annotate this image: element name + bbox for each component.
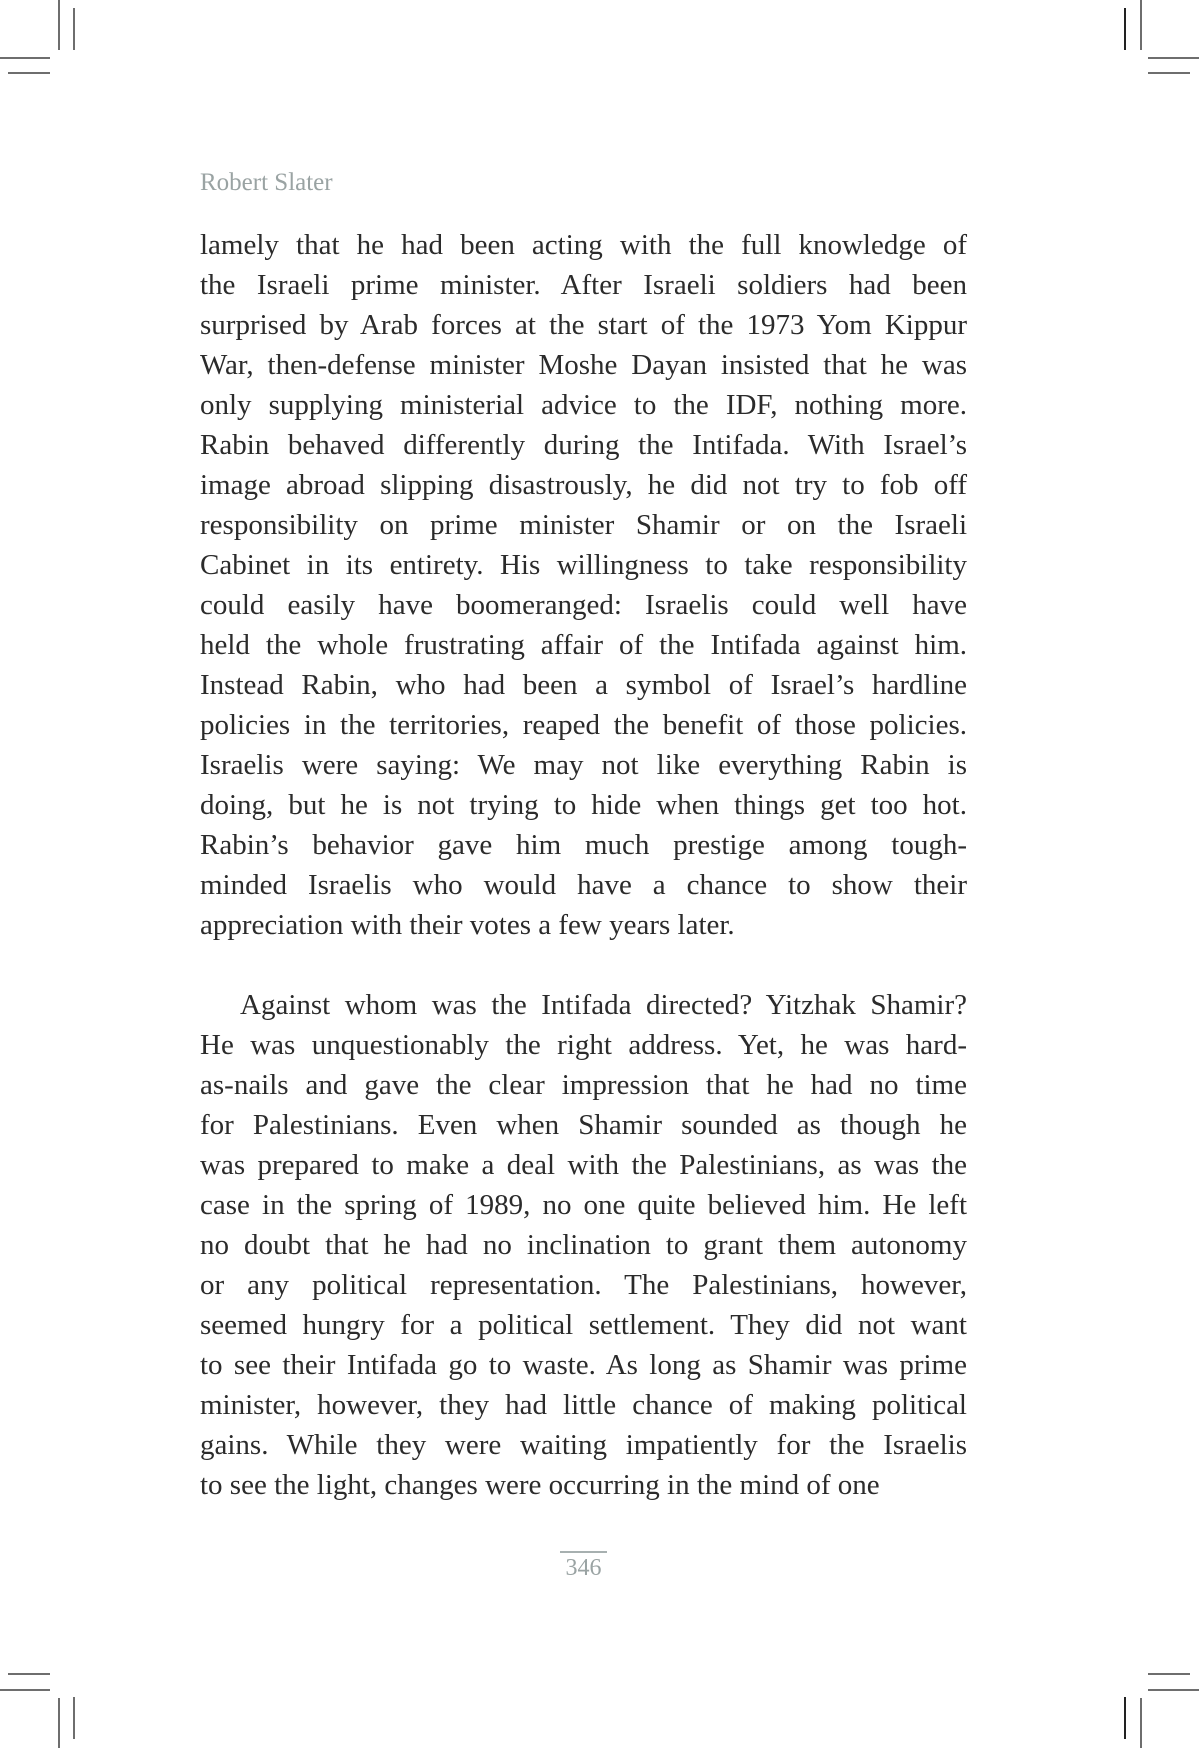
text-line: Rabin’s behavior gave him much prestige among tough- [200, 829, 967, 861]
page-number: 346 [560, 1551, 607, 1583]
text-line: or any political representation. The Palestinians, however, [200, 1269, 967, 1301]
text-line: doing, but he is not trying to hide when things get too hot. [200, 789, 967, 821]
paragraph [200, 225, 967, 945]
crop-mark-top-right-horizontal-outer [1148, 57, 1199, 59]
paragraph-gap [200, 945, 967, 985]
text-line: was prepared to make a deal with the Palestinians, as was the [200, 1149, 967, 1181]
text-line: War, then-defense minister Moshe Dayan insisted that he was [200, 349, 967, 381]
text-line: held the whole frustrating affair of the Intifada against him. [200, 629, 967, 661]
body-text [200, 225, 967, 1505]
text-line: Cabinet in its entirety. His willingness to take responsibility [200, 549, 967, 581]
crop-mark-top-left-vertical-inner [73, 8, 75, 50]
crop-mark-bottom-right-vertical-outer [1140, 1698, 1142, 1748]
crop-mark-bottom-right-horizontal-inner [1148, 1673, 1190, 1675]
text-line: seemed hungry for a political settlement. They did not want [200, 1309, 967, 1341]
text-line: for Palestinians. Even when Shamir sounded as though he [200, 1109, 967, 1141]
text-line: surprised by Arab forces at the start of the 1973 Yom Kippur [200, 309, 967, 341]
text-line: image abroad slipping disastrously, he did not try to fob off [200, 469, 967, 501]
crop-mark-top-left-vertical-outer [58, 0, 60, 50]
text-line: minded Israelis who would have a chance to show their [200, 869, 967, 901]
text-line: Rabin behaved differently during the Intifada. With Israel’s [200, 429, 967, 461]
text-line: responsibility on prime minister Shamir or on the Israeli [200, 509, 967, 541]
crop-mark-bottom-left-horizontal-inner [8, 1673, 50, 1675]
crop-mark-bottom-right-vertical-inner [1124, 1697, 1126, 1739]
text-line: gains. While they were waiting impatiently for the Israelis [200, 1429, 967, 1461]
text-line: appreciation with their votes a few years later. [200, 909, 735, 941]
text-line: policies in the territories, reaped the benefit of those policies. [200, 709, 967, 741]
text-line: case in the spring of 1989, no one quite believed him. He left [200, 1189, 967, 1221]
text-line: minister, however, they had little chance of making political [200, 1389, 967, 1421]
crop-mark-top-right-vertical-inner [1124, 8, 1126, 50]
text-line: He was unquestionably the right address. Yet, he was hard- [200, 1029, 967, 1061]
text-line: to see the light, changes were occurring in the mind of one [200, 1469, 880, 1501]
text-line: Against whom was the Intifada directed? Yitzhak Shamir? [240, 989, 967, 1021]
crop-mark-top-right-horizontal-inner [1148, 72, 1190, 74]
text-line: only supplying ministerial advice to the IDF, nothing more. [200, 389, 967, 421]
crop-mark-bottom-left-horizontal-outer [0, 1689, 50, 1691]
text-line: Israelis were saying: We may not like everything Rabin is [200, 749, 967, 781]
crop-mark-top-right-vertical-outer [1140, 0, 1142, 50]
crop-mark-bottom-right-horizontal-outer [1148, 1689, 1199, 1691]
running-head-author: Robert Slater [200, 169, 333, 196]
crop-mark-bottom-left-vertical-outer [58, 1698, 60, 1748]
text-line: as-nails and gave the clear impression that he had no time [200, 1069, 967, 1101]
text-line: the Israeli prime minister. After Israeli soldiers had been [200, 269, 967, 301]
text-line: Instead Rabin, who had been a symbol of Israel’s hardline [200, 669, 967, 701]
text-line: could easily have boomeranged: Israelis could well have [200, 589, 967, 621]
crop-mark-top-left-horizontal-inner [8, 72, 50, 74]
text-line: to see their Intifada go to waste. As long as Shamir was prime [200, 1349, 967, 1381]
crop-mark-top-left-horizontal-outer [0, 57, 50, 59]
crop-mark-bottom-left-vertical-inner [73, 1697, 75, 1739]
text-line: no doubt that he had no inclination to grant them autonomy [200, 1229, 967, 1261]
paragraph [200, 985, 967, 1505]
text-line: lamely that he had been acting with the full knowledge of [200, 229, 967, 261]
